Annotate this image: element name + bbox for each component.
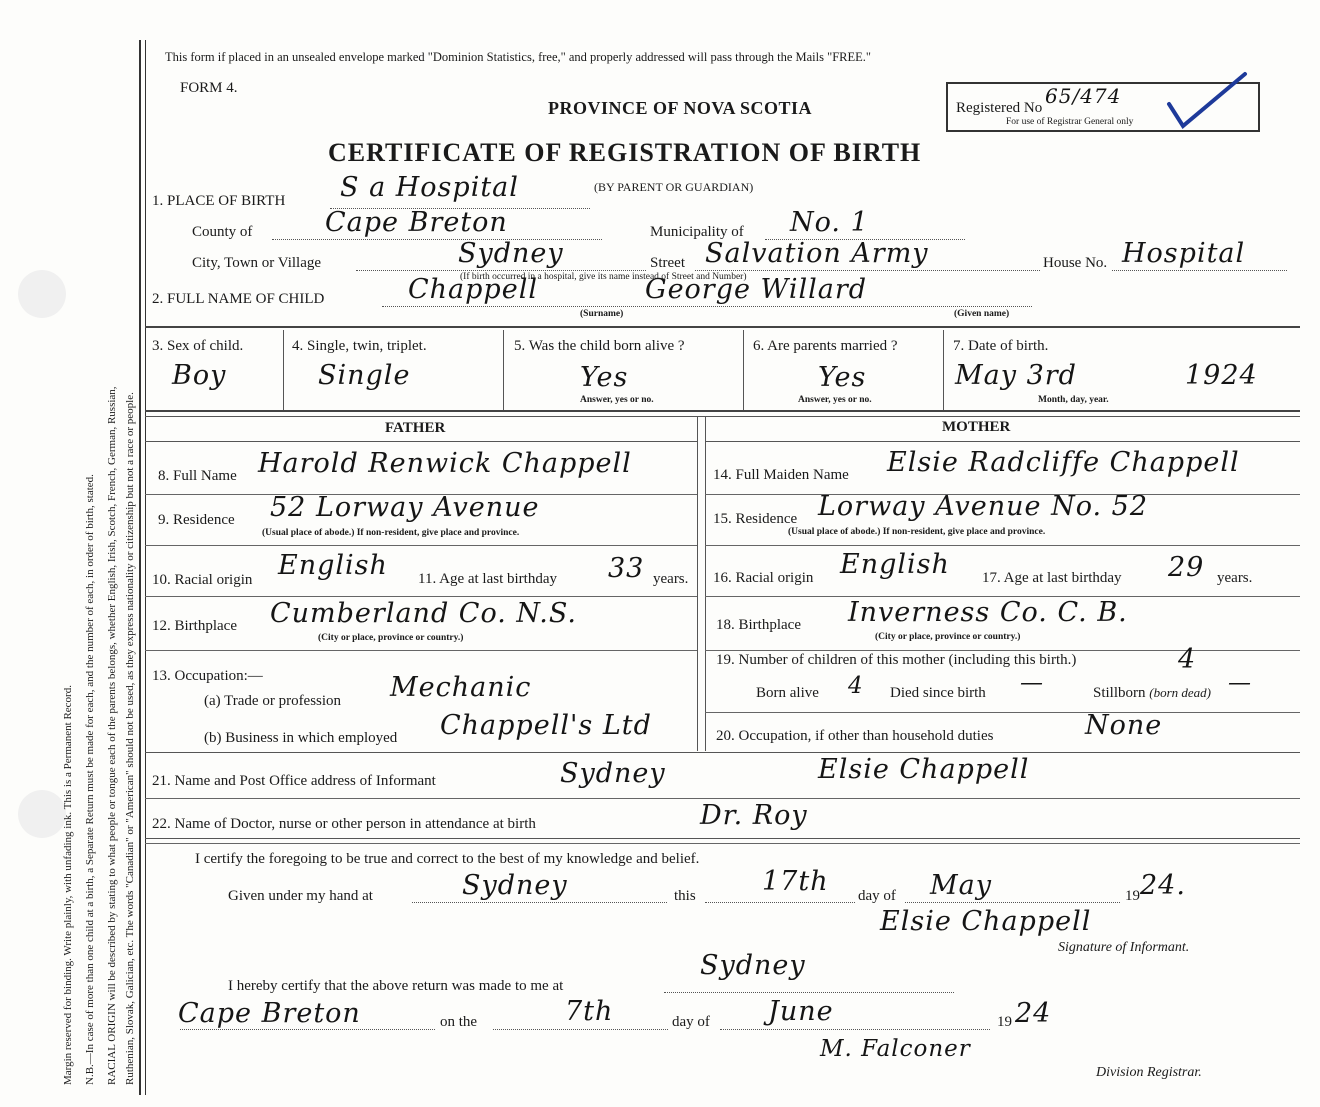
margin-note-2: N.B.—In case of more than one child at a birth, a Separate Return must be made for each, and the number of each, in order of birth, stated. (84, 474, 96, 1085)
province-title: PROVINCE OF NOVA SCOTIA (548, 98, 813, 118)
given-label: Given under my hand at (228, 888, 373, 904)
registrar-place: Sydney (700, 950, 806, 981)
dob-year: 1924 (1185, 360, 1258, 391)
registrar-caption: Division Registrar. (1096, 1065, 1202, 1080)
rule-mother-4 (705, 650, 1300, 651)
margin-rule-1 (139, 40, 141, 1095)
born-alive-value: 4 (848, 673, 864, 699)
registrar-place-line (664, 992, 954, 993)
rule-row3-top (145, 326, 1300, 328)
child-name-label: 2. FULL NAME OF CHILD (152, 291, 325, 307)
registrar-year-prefix: 19 (997, 1014, 1012, 1030)
father-race-label: 10. Racial origin (152, 572, 253, 588)
mother-occupation-label: 20. Occupation, if other than household duties (716, 728, 994, 744)
place-of-birth-value: S a Hospital (340, 172, 519, 203)
rule-doctor-bottom-2 (145, 843, 1300, 844)
father-heading: FATHER (385, 420, 446, 436)
city-label: City, Town or Village (192, 255, 322, 271)
alive-value: Yes (580, 362, 629, 393)
informant-signature-caption: Signature of Informant. (1058, 940, 1190, 955)
informant-name: Elsie Chappell (818, 754, 1030, 785)
registrar-day: 7th (565, 996, 614, 1027)
father-business-value: Chappell's Ltd (440, 710, 652, 741)
street-label: Street (650, 255, 685, 271)
rule-father-2 (145, 545, 697, 546)
mother-residence-value: Lorway Avenue No. 52 (818, 491, 1149, 522)
mother-residence-caption: (Usual place of abode.) If non-resident, give place and province. (788, 527, 1046, 537)
col-divider-4 (943, 330, 944, 410)
rule-mother-5 (705, 712, 1300, 713)
stillborn-value: — (1228, 670, 1252, 696)
alive-caption: Answer, yes or no. (580, 395, 654, 405)
rule-mother-2 (705, 545, 1300, 546)
mother-children-label: 19. Number of children of this mother (including this birth.) (716, 652, 1077, 668)
house-line (1112, 270, 1287, 271)
father-birthplace-caption: (City or place, province or country.) (318, 633, 464, 643)
parent-guardian-note: (BY PARENT OR GUARDIAN) (594, 180, 754, 194)
given-place-line (412, 902, 667, 903)
place-of-birth-label: 1. PLACE OF BIRTH (152, 193, 286, 209)
registrar-day-line (493, 1029, 668, 1030)
rule-informant-bottom (145, 798, 1300, 799)
parents-divider-b (705, 416, 706, 751)
married-value: Yes (818, 362, 867, 393)
rule-informant-top (145, 752, 1300, 753)
mother-children-value: 4 (1178, 644, 1197, 675)
street-line (695, 270, 1040, 271)
registrar-statement: I hereby certify that the above return was made to me at (228, 978, 564, 994)
day-of-label: day of (858, 888, 896, 904)
margin-notes (0, 0, 136, 1107)
rule-doctor-bottom-1 (145, 838, 1300, 839)
this-label: this (674, 888, 696, 904)
certify-statement: I certify the foregoing to be true and correct to the best of my knowledge and belief. (195, 851, 700, 867)
city-value: Sydney (458, 238, 564, 269)
doctor-label: 22. Name of Doctor, nurse or other person in attendance at birth (152, 816, 536, 832)
registrar-month-line (720, 1029, 990, 1030)
rule-parents-top (145, 416, 1300, 417)
mother-birthplace-label: 18. Birthplace (716, 617, 801, 633)
given-caption: (Given name) (954, 309, 1010, 319)
stillborn-text: Stillborn (1093, 685, 1146, 701)
father-residence-value: 52 Lorway Avenue (270, 492, 540, 523)
margin-rule-2 (145, 40, 146, 1095)
doctor-value: Dr. Roy (700, 800, 808, 831)
certify-month: May (930, 870, 992, 901)
registrar-signature: M. Falconer (820, 1036, 971, 1062)
postal-note: This form if placed in an unsealed envelope marked "Dominion Statistics, free," and properly addressed will pass through the Mails "FREE." (165, 50, 872, 64)
married-label: 6. Are parents married ? (753, 338, 898, 354)
plurality-value: Single (318, 360, 411, 391)
city-line (356, 270, 646, 271)
margin-note-3: RACIAL ORIGIN will be described by stating to what people or tongue each of the parents belongs, whether English, Irish, Scotch, French, German, Russian, (106, 386, 118, 1085)
child-surname: Chappell (408, 274, 538, 305)
margin-note-4: Ruthenian, Slovak, Galician, etc. The words "Canadian" or "American" should not be used, as they express nationality or citizenship but not a race or people. (124, 392, 136, 1085)
col-divider-2 (503, 330, 504, 410)
father-birthplace-value: Cumberland Co. N.S. (270, 598, 578, 629)
page-title: CERTIFICATE OF REGISTRATION OF BIRTH (328, 138, 922, 167)
registrar-day-of-label: day of (672, 1014, 710, 1030)
mother-heading: MOTHER (942, 419, 1011, 435)
died-value: — (1020, 670, 1044, 696)
surname-caption: (Surname) (580, 309, 624, 319)
county-label: County of (192, 224, 253, 240)
certify-year: 24. (1140, 870, 1186, 901)
given-place: Sydney (462, 870, 568, 901)
father-race-value: English (278, 550, 388, 581)
registrar-county-line (180, 1029, 435, 1030)
check-mark-icon (1165, 70, 1255, 130)
stillborn-label (1093, 685, 1211, 702)
mother-age-value: 29 (1168, 552, 1205, 583)
county-value: Cape Breton (325, 207, 508, 238)
sex-value: Boy (172, 360, 227, 391)
father-name-label: 8. Full Name (158, 468, 237, 484)
parents-divider-a (697, 416, 698, 751)
registered-number: 65/474 (1045, 84, 1122, 108)
margin-note-1: Margin reserved for binding. Write plainly, with unfading ink. This is a Permanent Record. (62, 685, 74, 1085)
father-trade-label: (a) Trade or profession (204, 693, 342, 709)
informant-signature: Elsie Chappell (880, 906, 1092, 937)
alive-label: 5. Was the child born alive ? (514, 338, 685, 354)
mother-name-label: 14. Full Maiden Name (713, 467, 849, 483)
mother-birthplace-value: Inverness Co. C. B. (848, 597, 1128, 628)
informant-label: 21. Name and Post Office address of Informant (152, 773, 436, 789)
rule-father-4 (145, 650, 697, 651)
born-alive-label: Born alive (756, 685, 819, 701)
mother-age-label: 17. Age at last birthday (982, 570, 1122, 586)
day-line (705, 902, 855, 903)
stillborn-note: (born dead) (1149, 685, 1212, 700)
rule-parents-head-r (705, 441, 1300, 442)
registrar-county: Cape Breton (178, 998, 361, 1029)
mother-birthplace-caption: (City or place, province or country.) (875, 632, 1021, 642)
hospital-note: (If birth occurred in a hospital, give its name instead of Street and Number) (460, 272, 747, 282)
month-line (905, 902, 1120, 903)
father-age-value: 33 (608, 553, 645, 584)
child-given-name: George Willard (645, 274, 868, 305)
mother-name-value: Elsie Radcliffe Chappell (887, 447, 1240, 478)
registrar-month: June (768, 996, 834, 1027)
rule-row3-bottom (145, 410, 1300, 412)
informant-address: Sydney (560, 758, 666, 789)
father-name-value: Harold Renwick Chappell (258, 448, 632, 479)
registrar-year: 24 (1015, 998, 1052, 1029)
municipality-label: Municipality of (650, 224, 744, 240)
municipality-value: No. 1 (790, 207, 869, 238)
certify-year-prefix: 19 (1125, 888, 1140, 904)
street-value: Salvation Army (705, 238, 929, 269)
rule-father-3 (145, 596, 697, 597)
mother-race-value: English (840, 549, 950, 580)
father-age-label: 11. Age at last birthday (418, 571, 557, 587)
died-label: Died since birth (890, 685, 986, 701)
form-number: FORM 4. (180, 80, 238, 96)
father-residence-caption: (Usual place of abode.) If non-resident, give place and province. (262, 528, 520, 538)
mother-age-unit: years. (1217, 570, 1253, 586)
mother-occupation-value: None (1085, 710, 1163, 741)
mother-race-label: 16. Racial origin (713, 570, 814, 586)
col-divider-1 (283, 330, 284, 410)
registered-label: Registered No (956, 100, 1043, 116)
rule-parents-head-l (145, 441, 697, 442)
married-caption: Answer, yes or no. (798, 395, 872, 405)
father-age-unit: years. (653, 571, 689, 587)
sex-label: 3. Sex of child. (152, 338, 244, 354)
house-value: Hospital (1122, 238, 1246, 269)
dob-caption: Month, day, year. (1038, 395, 1109, 405)
registrar-note: For use of Registrar General only (1006, 117, 1134, 127)
father-residence-label: 9. Residence (158, 512, 235, 528)
certify-day: 17th (762, 866, 829, 897)
on-the-label: on the (440, 1014, 478, 1030)
col-divider-3 (743, 330, 744, 410)
child-name-line (382, 306, 1032, 307)
father-birthplace-label: 12. Birthplace (152, 618, 237, 634)
dob-month-day: May 3rd (955, 360, 1077, 391)
house-label: House No. (1043, 255, 1108, 271)
father-trade-value: Mechanic (390, 672, 532, 703)
mother-residence-label: 15. Residence (713, 511, 798, 527)
father-business-label: (b) Business in which employed (204, 730, 398, 746)
dob-label: 7. Date of birth. (953, 338, 1049, 354)
plurality-label: 4. Single, twin, triplet. (292, 338, 427, 354)
father-occupation-label: 13. Occupation:— (152, 668, 263, 684)
